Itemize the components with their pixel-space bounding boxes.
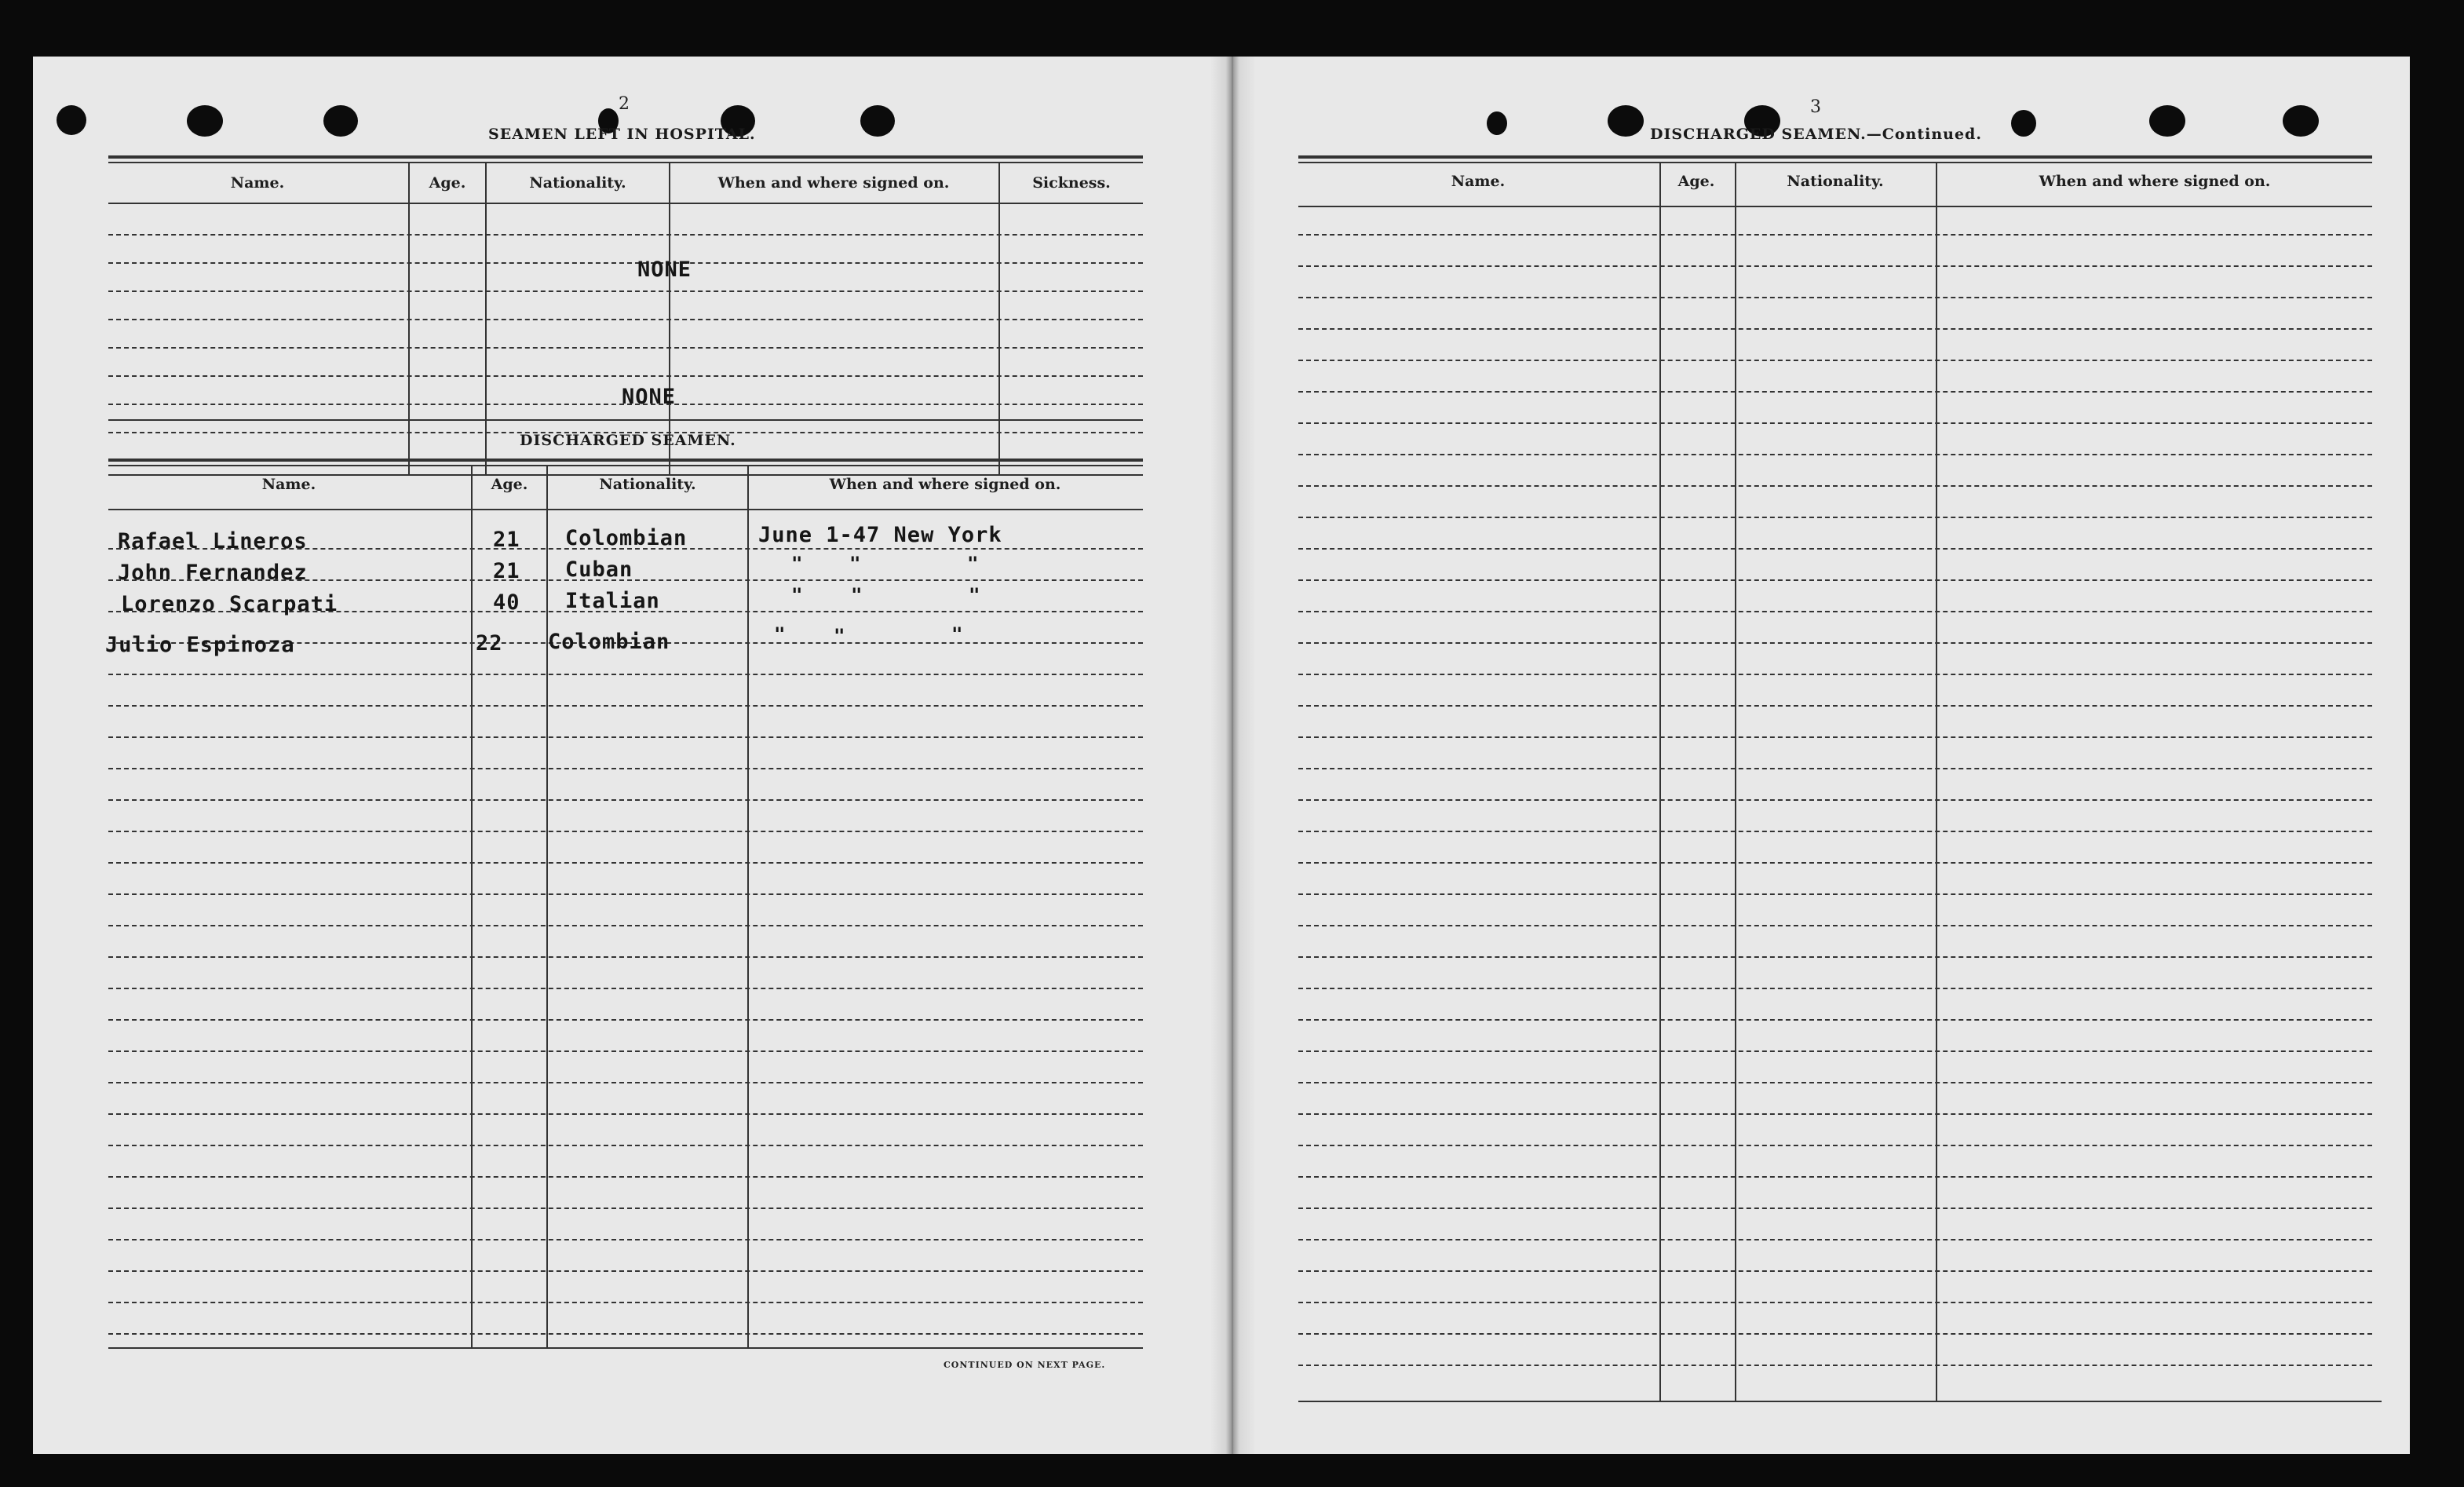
header-signed-on: When and where signed on. — [829, 476, 1061, 493]
entry-line — [108, 799, 1143, 801]
seaman-nationality: Italian — [565, 589, 660, 613]
entry-line — [1298, 1333, 2372, 1335]
rule — [1298, 155, 2372, 159]
seaman-age: 40 — [493, 590, 520, 615]
punch-hole — [2011, 110, 2036, 137]
entry-line — [1298, 422, 2372, 424]
rule — [1298, 206, 2372, 207]
entry-line — [1298, 1239, 2372, 1240]
punch-hole — [323, 105, 358, 137]
hospital-entry-none: NONE — [622, 385, 677, 409]
seaman-age: 21 — [493, 528, 520, 552]
entry-line — [108, 319, 1143, 320]
entry-line — [1298, 611, 2372, 612]
rule — [108, 162, 1143, 163]
entry-line — [108, 893, 1143, 895]
entry-line — [1298, 1365, 2372, 1366]
header-nationality: Nationality. — [599, 476, 696, 493]
header-nationality: Nationality. — [529, 174, 626, 192]
rule — [108, 459, 1143, 462]
ditto-mark: " — [851, 584, 863, 606]
entry-line — [108, 705, 1143, 707]
punch-hole — [57, 105, 86, 135]
entry-line — [1298, 485, 2372, 487]
ditto-mark: " — [791, 553, 803, 575]
ditto-mark: " — [774, 623, 786, 645]
entry-line — [108, 1239, 1143, 1240]
column-rule — [408, 162, 410, 474]
column-rule — [546, 465, 548, 1347]
column-rule — [1659, 162, 1661, 1401]
entry-line — [1298, 454, 2372, 455]
punch-hole — [1608, 105, 1644, 137]
entry-line — [1298, 360, 2372, 361]
entry-line — [108, 988, 1143, 989]
entry-line — [1298, 956, 2372, 958]
discharged-continued-title: DISCHARGED SEAMEN.—Continued. — [1650, 126, 1982, 143]
seaman-name: John Fernandez — [118, 561, 308, 585]
column-rule — [669, 162, 670, 474]
rule — [108, 465, 1143, 466]
hospital-entry-none: NONE — [637, 258, 692, 282]
entry-line — [1298, 862, 2372, 864]
hospital-section-title: SEAMEN LEFT IN HOSPITAL. — [488, 126, 756, 143]
continued-footer: CONTINUED ON NEXT PAGE. — [944, 1360, 1106, 1370]
entry-line — [1298, 297, 2372, 298]
entry-line — [1298, 674, 2372, 675]
entry-line — [1298, 925, 2372, 926]
entry-line — [108, 1270, 1143, 1272]
rule — [108, 1347, 1143, 1349]
entry-line — [108, 1050, 1143, 1052]
punch-hole — [2283, 105, 2319, 137]
column-rule — [747, 465, 749, 1347]
entry-line — [108, 1176, 1143, 1178]
entry-line — [108, 1113, 1143, 1115]
seaman-name: Julio Espinoza — [105, 633, 295, 657]
header-age: Age. — [1677, 173, 1715, 190]
entry-line — [108, 290, 1143, 292]
column-rule — [998, 162, 1000, 474]
page-number: 3 — [1810, 97, 1821, 117]
entry-line — [108, 234, 1143, 236]
header-age: Age. — [491, 476, 528, 493]
header-name: Name. — [230, 174, 285, 192]
ditto-mark: " — [951, 623, 963, 645]
punch-hole — [2149, 105, 2185, 137]
rule — [1298, 162, 2372, 163]
page-number: 2 — [619, 94, 630, 114]
entry-line — [108, 1082, 1143, 1083]
entry-line — [1298, 893, 2372, 895]
seaman-signed-on: June 1-47 New York — [758, 523, 1002, 547]
entry-line — [1298, 579, 2372, 581]
entry-line — [1298, 1019, 2372, 1021]
entry-line — [108, 736, 1143, 738]
seaman-age: 21 — [493, 559, 520, 583]
header-nationality: Nationality. — [1787, 173, 1884, 190]
entry-line — [1298, 517, 2372, 518]
header-signed-on: When and where signed on. — [717, 174, 950, 192]
seaman-name: Lorenzo Scarpati — [121, 592, 338, 616]
entry-line — [1298, 831, 2372, 832]
column-rule — [485, 162, 487, 474]
entry-line — [1298, 1176, 2372, 1178]
entry-line — [1298, 1208, 2372, 1209]
entry-line — [108, 1208, 1143, 1209]
entry-line — [108, 925, 1143, 926]
entry-line — [108, 1333, 1143, 1335]
entry-line — [1298, 1145, 2372, 1146]
entry-line — [108, 375, 1143, 377]
entry-line — [1298, 642, 2372, 644]
header-signed-on: When and where signed on. — [2039, 173, 2271, 190]
entry-line — [108, 1145, 1143, 1146]
document-sheet — [33, 57, 2410, 1454]
entry-line — [1298, 1302, 2372, 1303]
entry-line — [1298, 234, 2372, 236]
punch-hole — [1487, 111, 1507, 135]
rule — [108, 155, 1143, 159]
column-rule — [471, 465, 473, 1347]
entry-line — [108, 862, 1143, 864]
seaman-name: Rafael Lineros — [118, 529, 308, 554]
header-sickness: Sickness. — [1032, 174, 1111, 192]
entry-line — [108, 768, 1143, 769]
header-name: Name. — [1451, 173, 1506, 190]
entry-line — [108, 1302, 1143, 1303]
entry-line — [108, 674, 1143, 675]
ditto-mark: " — [967, 553, 979, 575]
rule — [1298, 1401, 2382, 1402]
ditto-mark: " — [834, 625, 845, 647]
seaman-nationality: Colombian — [565, 526, 688, 550]
rule — [108, 203, 1143, 204]
entry-line — [1298, 1270, 2372, 1272]
ditto-mark: " — [791, 584, 803, 606]
column-rule — [1735, 162, 1736, 1401]
punch-hole — [860, 105, 895, 137]
seaman-age: 22 — [476, 631, 503, 656]
entry-line — [1298, 1050, 2372, 1052]
entry-line — [108, 262, 1143, 264]
rule — [108, 419, 1143, 421]
seaman-nationality: Cuban — [565, 557, 633, 582]
entry-line — [108, 831, 1143, 832]
entry-line — [1298, 799, 2372, 801]
rule — [108, 509, 1143, 510]
entry-line — [1298, 768, 2372, 769]
entry-line — [1298, 328, 2372, 330]
entry-line — [108, 956, 1143, 958]
page-fold — [1210, 57, 1254, 1454]
entry-line — [1298, 705, 2372, 707]
discharged-section-title: DISCHARGED SEAMEN. — [520, 432, 736, 449]
seaman-nationality: Colombian — [548, 630, 670, 654]
entry-line — [1298, 1082, 2372, 1083]
ditto-mark: " — [849, 553, 861, 575]
entry-line — [108, 1019, 1143, 1021]
header-age: Age. — [429, 174, 466, 192]
column-rule — [1936, 162, 1937, 1401]
punch-hole — [187, 105, 223, 137]
entry-line — [1298, 265, 2372, 267]
entry-line — [1298, 736, 2372, 738]
entry-line — [1298, 548, 2372, 550]
entry-line — [1298, 391, 2372, 393]
entry-line — [1298, 1113, 2372, 1115]
header-name: Name. — [261, 476, 316, 493]
ditto-mark: " — [969, 584, 980, 606]
entry-line — [1298, 988, 2372, 989]
entry-line — [108, 347, 1143, 349]
